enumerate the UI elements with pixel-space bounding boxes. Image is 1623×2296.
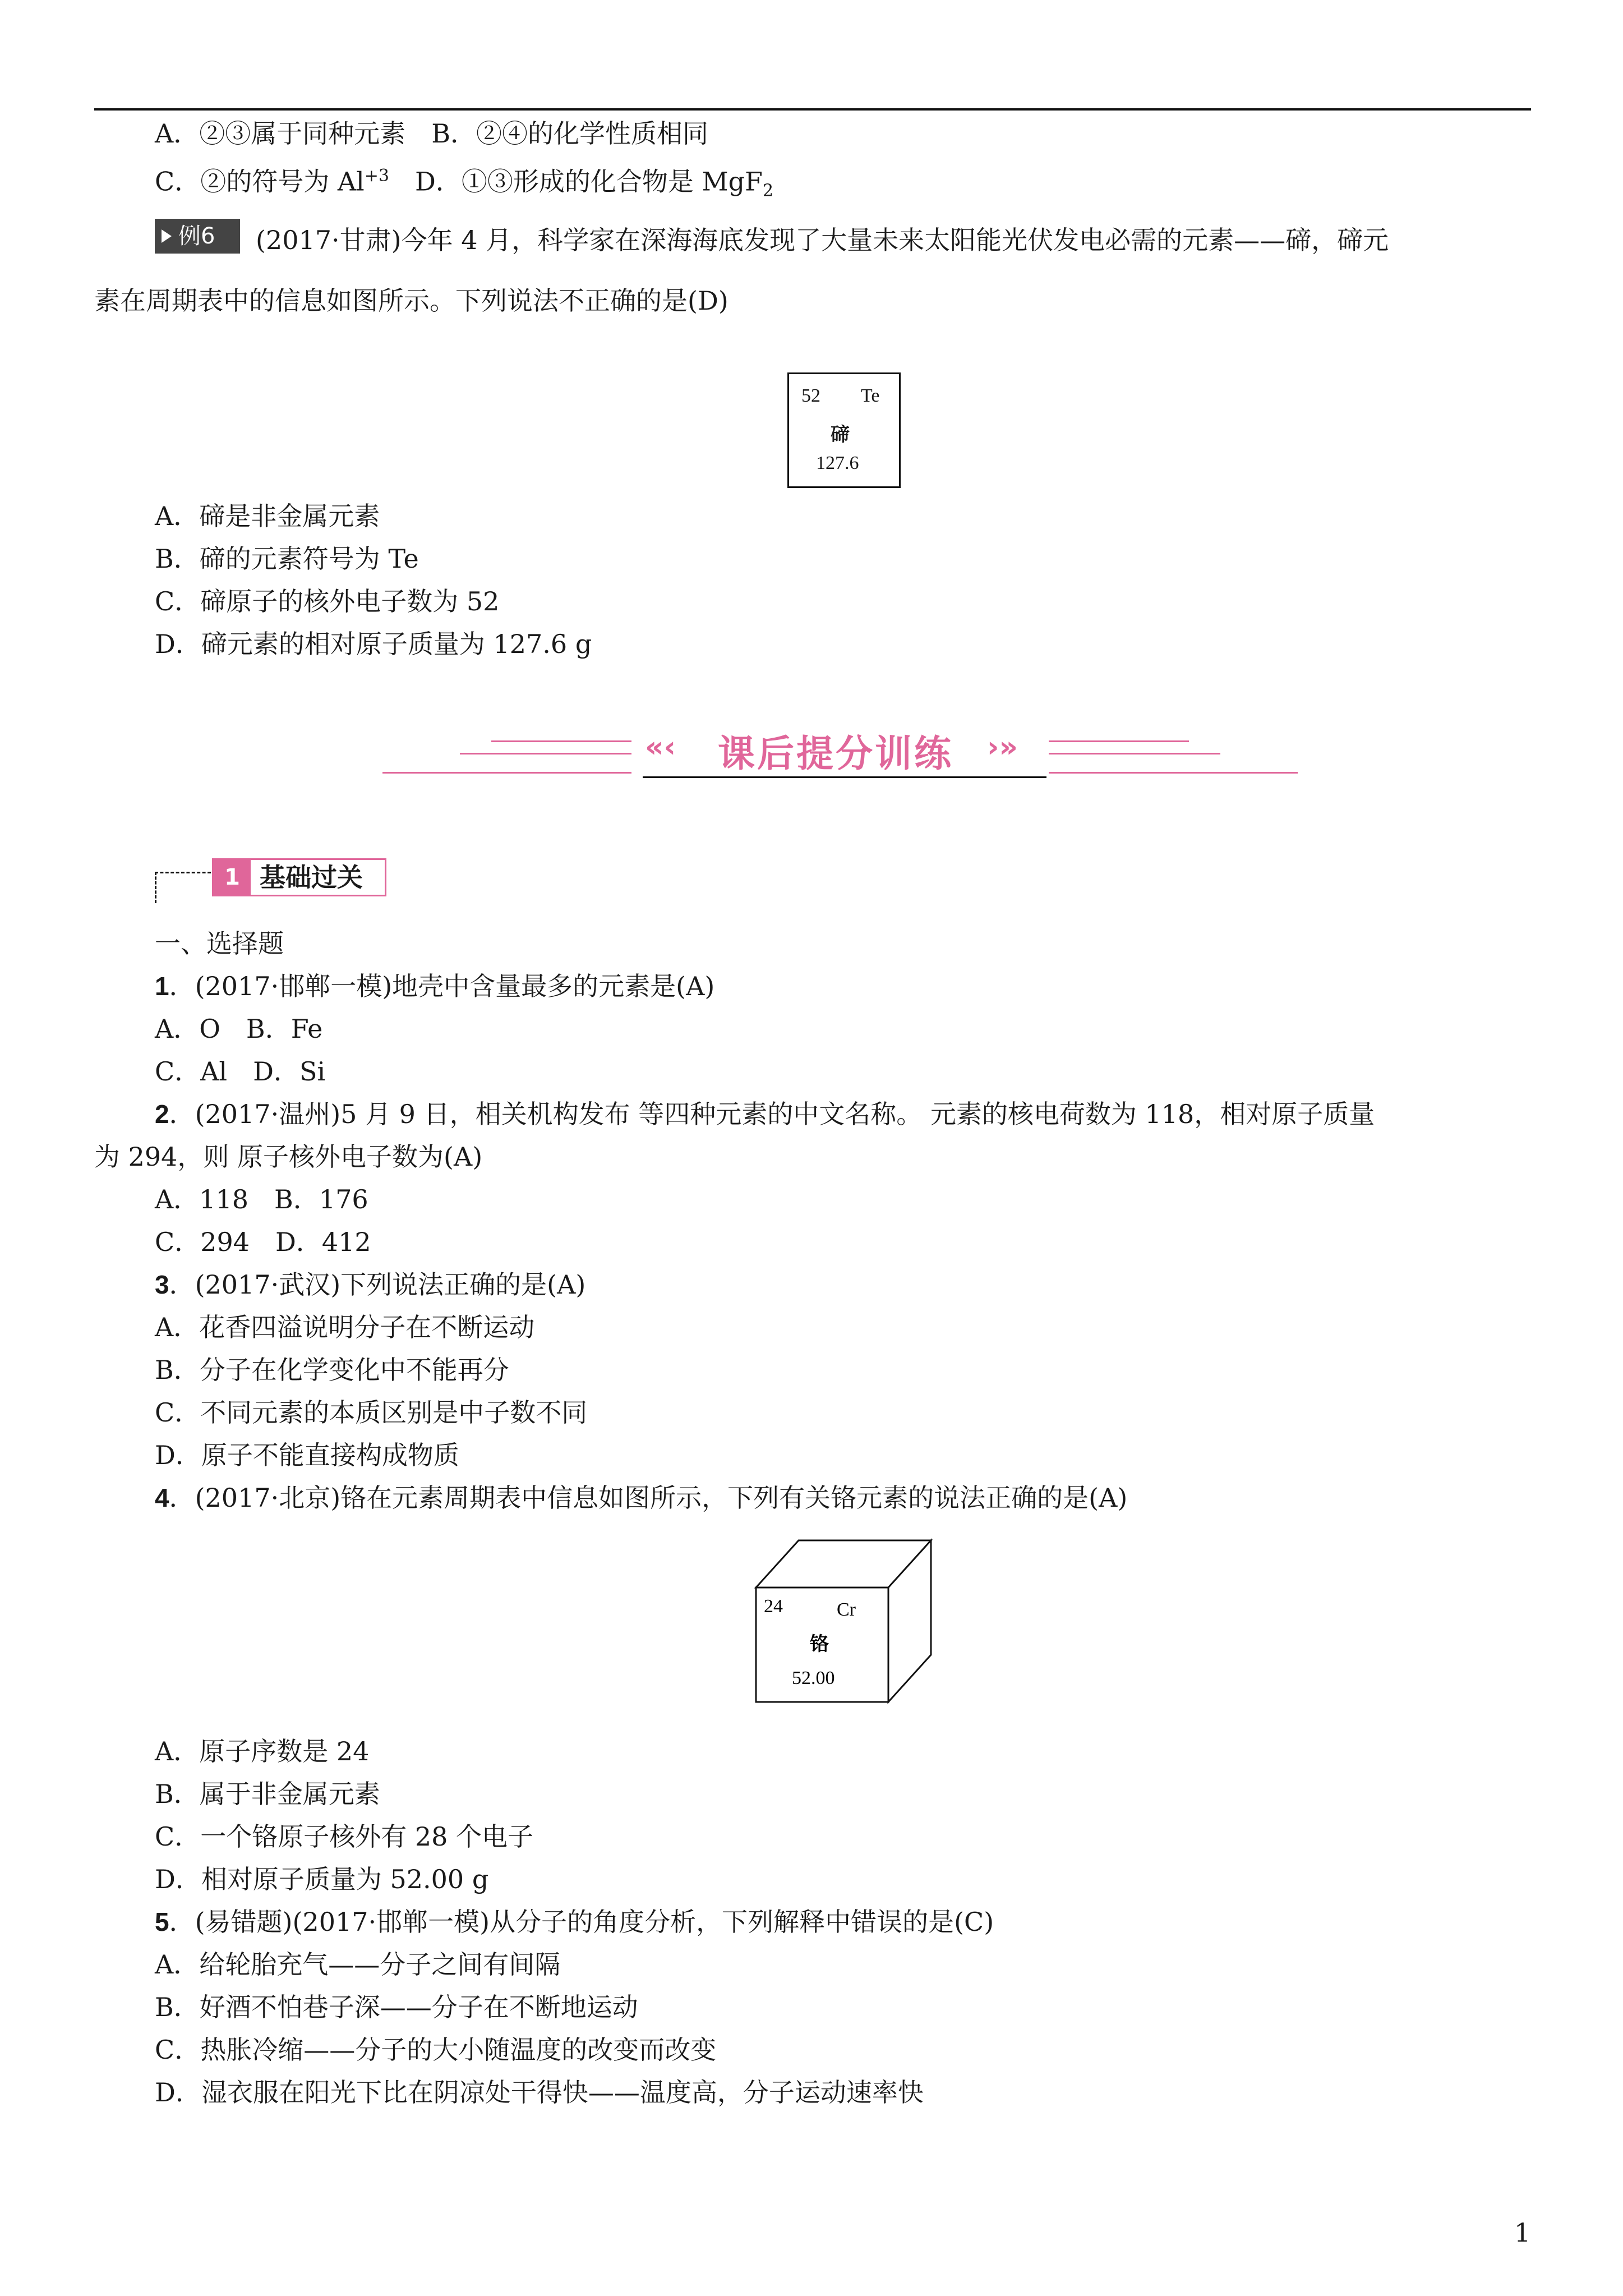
banner-line-right-bottom <box>1049 772 1298 774</box>
tellurium-element-box <box>787 372 901 488</box>
example6-option-d: D．碲元素的相对原子质量为 127.6 g <box>155 629 592 659</box>
play-arrow-icon <box>162 229 172 243</box>
chevrons-right-icon: ›» <box>987 730 1018 764</box>
prev-options-line2: C．②的符号为 $Al^{+3}$ D．①③形成的化合物是 MgF$_2$ <box>155 166 774 201</box>
q3-option-a: A．花香四溢说明分子在不断运动 <box>155 1312 535 1342</box>
chevrons-left-icon: «‹ <box>645 730 676 764</box>
page-number: 1 <box>1514 2217 1531 2248</box>
section-tag <box>212 858 386 896</box>
element-mass: 52.00 <box>792 1668 835 1688</box>
element-name: 碲 <box>831 424 850 446</box>
element-number: 24 <box>764 1596 783 1617</box>
q5-stem: 5．(易错题)(2017·邯郸一模)从分子的角度分析，下列解释中错误的是(C) <box>155 1907 994 1937</box>
part-heading: 一、选择题 <box>155 928 284 959</box>
example6-stem-line1: (2017·甘肃)今年 4 月，科学家在深海海底发现了大量未来太阳能光伏发电必需的元素——碲，碲元 <box>256 225 1389 255</box>
element-name: 铬 <box>810 1633 829 1655</box>
q4-option-a: A．原子序数是 24 <box>155 1736 370 1766</box>
q5-option-b: B．好酒不怕巷子深——分子在不断地运动 <box>155 1992 638 2022</box>
section-number: 1 <box>214 860 251 895</box>
example6-option-a: A．碲是非金属元素 <box>155 501 380 531</box>
q5-option-c: C．热胀冷缩——分子的大小随温度的改变而改变 <box>155 2035 717 2065</box>
banner-line-left-mid <box>460 753 631 754</box>
q2-options-line2: C．294 D．412 <box>155 1227 371 1257</box>
banner-line-right-mid <box>1049 753 1220 754</box>
q1-stem: 1．(2017·邯郸一模)地壳中含量最多的元素是(A) <box>155 971 715 1001</box>
example6-option-c: C．碲原子的核外电子数为 52 <box>155 586 500 616</box>
banner-title: 课后提分训练 <box>718 732 953 775</box>
element-symbol: Cr <box>837 1599 856 1620</box>
q1-options-line1: A．O B．Fe <box>155 1014 323 1044</box>
section-dash-v <box>155 872 156 903</box>
q3-option-c: C．不同元素的本质区别是中子数不同 <box>155 1397 588 1428</box>
example6-option-b: B．碲的元素符号为 Te <box>155 544 419 574</box>
chromium-cube-figure <box>751 1535 937 1709</box>
element-number: 52 <box>801 385 820 406</box>
section-title: 基础过关 <box>260 862 363 892</box>
q4-option-b: B．属于非金属元素 <box>155 1779 380 1809</box>
section-dash-h <box>155 872 211 873</box>
example6-stem-line2: 素在周期表中的信息如图所示。下列说法不正确的是(D) <box>94 286 728 316</box>
q4-stem: 4．(2017·北京)铬在元素周期表中信息如图所示，下列有关铬元素的说法正确的是(A) <box>155 1483 1128 1513</box>
q2-stem-line1: 2．(2017·温州)5 月 9 日，相关机构发布 等四种元素的中文名称。 元素的核电荷数为 118，相对原子质量 <box>155 1099 1375 1129</box>
example-tag: 例6 <box>155 219 240 254</box>
banner-line-right-top <box>1049 740 1189 742</box>
q5-option-a: A．给轮胎充气——分子之间有间隔 <box>155 1949 561 1980</box>
q2-stem-line2: 为 294，则 原子核外电子数为(A) <box>94 1142 483 1172</box>
element-mass: 127.6 <box>816 453 859 473</box>
banner-line-left-bottom <box>382 772 631 774</box>
q4-option-c: C．一个铬原子核外有 28 个电子 <box>155 1821 533 1852</box>
header-rule <box>94 108 1531 111</box>
q2-options-line1: A．118 B．176 <box>155 1184 368 1214</box>
prev-options-line1: A．②③属于同种元素 B．②④的化学性质相同 <box>155 118 709 149</box>
banner-line-left-top <box>491 740 631 742</box>
q3-stem: 3．(2017·武汉)下列说法正确的是(A) <box>155 1269 586 1300</box>
q3-option-d: D．原子不能直接构成物质 <box>155 1440 459 1470</box>
q1-options-line2: C．Al D．Si <box>155 1056 326 1087</box>
q4-option-d: D．相对原子质量为 52.00 g <box>155 1864 489 1894</box>
q3-option-b: B．分子在化学变化中不能再分 <box>155 1355 509 1385</box>
q5-option-d: D．湿衣服在阳光下比在阴凉处干得快——温度高，分子运动速率快 <box>155 2077 924 2108</box>
element-symbol: Te <box>861 385 880 406</box>
